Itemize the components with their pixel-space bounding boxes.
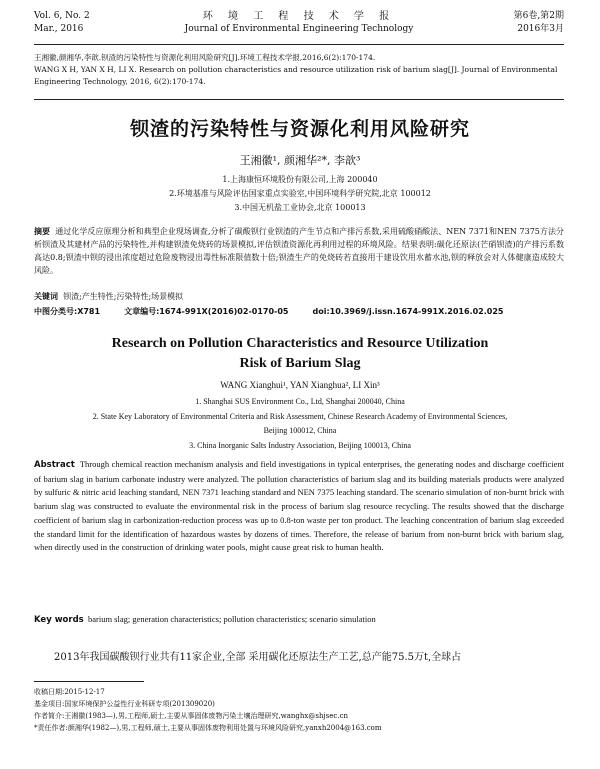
footnotes [34, 686, 564, 734]
citation-block [34, 52, 564, 88]
keywords-en-text: barium slag; generation characteristics; pollution characteristics; scenario simulation [87, 614, 376, 624]
footnote-author: 作者简介:王湘徽(1983—),男,工程师,硕士,主要从事固体废物污染土壤治理研究,wanghx@shjsec.cn [34, 712, 348, 720]
keywords-cn [34, 291, 564, 302]
body-text-start: 2013年我国碳酸钡行业共有11家企业,全部 采用碳化还原法生产工艺,总产能75.5万t,全球占 [54, 652, 462, 663]
citation-rule [34, 99, 564, 100]
footnote-corresponding: *责任作者:颜湘华(1982—),男,工程师,硕士,主要从事固体废物利用处置与环境风险研究,yanxh2004@163.com [34, 724, 382, 732]
authors-en: WANG Xianghui¹, YAN Xianghua², LI Xin³ [220, 380, 380, 390]
affiliations-en [0, 395, 600, 453]
issue-date-en: Mar., 2016 [34, 24, 84, 34]
title-en [0, 334, 600, 374]
abstract-en [34, 458, 564, 555]
keywords-en [34, 614, 564, 625]
abstract-en-label: Abstract [34, 460, 75, 470]
affiliation-cn-2: 2.环境基准与风险评估国家重点实验室,中国环境科学研究院,北京 100012 [169, 189, 431, 198]
running-header [34, 10, 564, 40]
abstract-cn-text: 通过化学反应原理分析和典型企业现场调查,分析了碳酸钡行业钡渣的产生节点和产排污系数,采用硫酸硝酸法、NEN 7371和NEN 7375方法分析钡渣及其建材产品的污染特性,并构建钡渣免烧砖的场景模拟,评估钡渣资源化再利用过程的环境风险。结果表明:碳化还原法(芒硝钡渣)的产排污系数高达0.8;钡渣中钡的浸出浓度超过危险废物浸出毒性标准限值数十倍;钡渣生产的免烧砖若直接用于建设饮用水蓄水池,钡的释放会对人体健康造成较大风险。 [34, 227, 564, 275]
keywords-cn-text: 钡渣;产生特性;污染特性;场景模拟 [63, 292, 184, 301]
citation-cn: 王湘徽,颜湘华,李歆.钡渣的污染特性与资源化利用风险研究[J].环境工程技术学报,2016,6(2):170-174. [34, 53, 376, 62]
title-cn: 钡渣的污染特性与资源化利用风险研究 [129, 118, 470, 140]
footnote-rule [34, 681, 144, 682]
abstract-cn [34, 225, 564, 277]
header-rule [34, 44, 564, 45]
title-en-line-2: Risk of Barium Slag [239, 356, 361, 371]
classification-cn [34, 306, 564, 317]
abstract-cn-label: 摘要 [34, 227, 51, 236]
title-en-line-1: Research on Pollution Characteristics and Resource Utilization [111, 336, 489, 351]
doi: doi:10.3969/j.issn.1674-991X.2016.02.025 [312, 307, 504, 316]
article-code: 文章编号:1674-991X(2016)02-0170-05 [124, 307, 289, 316]
affiliation-cn-3: 3.中国无机盐工业协会,北京 100013 [234, 203, 366, 212]
footnote-funding: 基金项目:国家环境保护公益性行业科研专项(201309020) [34, 700, 215, 708]
clc-number: 中图分类号:X781 [34, 307, 101, 316]
volume-number: Vol. 6, No. 2 [34, 11, 90, 21]
abstract-en-text: Through chemical reaction mechanism analysis and field investigations in typical enterprises, the generating nodes and discharge coefficient of barium slag in barium carbonate industry were analyzed. The pollution characteristics of barium slag and its building materials products were analyzed by sulfuric & nitric acid leaching standard, NEN 7371 leaching standard and NEN 7375 leaching standard. The scenario simulation of non-burnt brick with barium slag was constructed to evaluate the environmental risk in the process of barium slag resource recycling. The results showed that the discharge coefficient of barium slag in carbonization-reduction process was up to 0.8-ton waste per ton product. The leaching concentration of barium slag exceeded the standard limit for the identification of hazardous wastes by dozens of times. Therefore, the release of barium from non-burnt brick with barium slag, when directly used in the construction of drinking water pools, might cause great risk to human health. [34, 459, 565, 553]
affiliation-en-1: 1. Shanghai SUS Environment Co., Ltd, Shanghai 200040, China [195, 397, 405, 406]
volume-number-cn: 第6卷,第2期 [513, 11, 564, 21]
affiliations-cn [0, 173, 600, 215]
journal-name-en: Journal of Environmental Engineering Technology [184, 24, 414, 34]
journal-name [34, 10, 564, 36]
keywords-en-label: Key words [34, 615, 84, 625]
issue-info [514, 10, 564, 36]
journal-name-cn: 环 境 工 程 技 术 学 报 [202, 11, 396, 22]
affiliation-en-2-cont: Beijing 100012, China [263, 426, 337, 435]
affiliation-en-2: 2. State Key Laboratory of Environmental Criteria and Risk Assessment, Chinese Research Academy of Environmental Sciences, [92, 411, 508, 421]
authors-cn: 王湘徽¹, 颜湘华²*, 李歆³ [239, 154, 361, 167]
affiliation-en-3: 3. China Inorganic Salts Industry Association, Beijing 100013, China [189, 440, 411, 450]
footnote-received: 收稿日期:2015-12-17 [34, 688, 105, 696]
keywords-cn-label: 关键词 [34, 292, 58, 301]
citation-en: WANG X H, YAN X H, LI X. Research on pollution characteristics and resource utilization risk of barium slag[J]. Journal of Environmental Engineering Technology, 2016, 6(2):170-174. [34, 65, 558, 86]
issue-date-cn: 2016年3月 [517, 24, 564, 34]
affiliation-cn-1: 1.上海康恒环境股份有限公司,上海 200040 [222, 175, 378, 184]
